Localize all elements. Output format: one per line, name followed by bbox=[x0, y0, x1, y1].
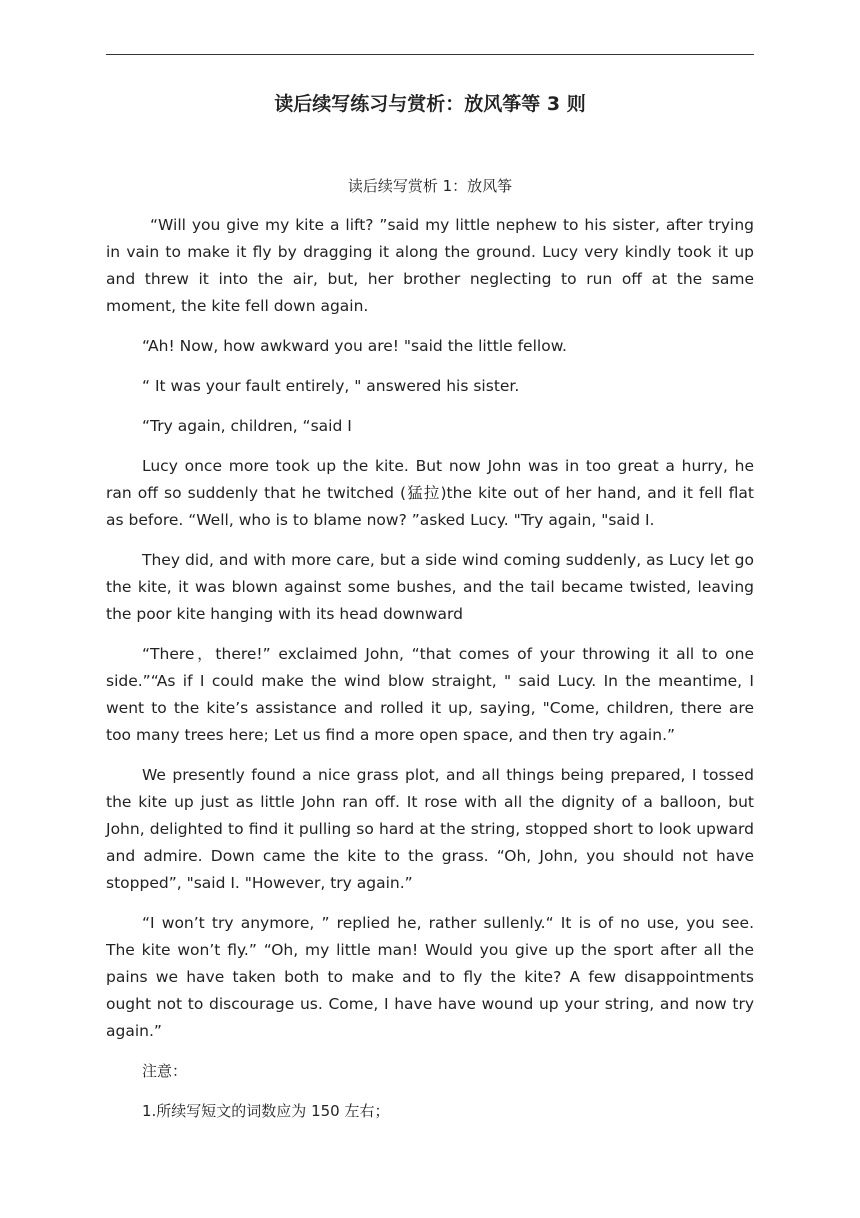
paragraph-8: We presently found a nice grass plot, and all things being prepared, I tossed the kite up just as little John ran off. It rose with all the dignity of a balloon, but John, delighted to find it pulling so hard at the string, stopped short to look upward and admire. Down came the kite to the grass. “Oh, John, you should not have stopped”, "said I. "However, try again.” bbox=[106, 766, 754, 892]
header-rule bbox=[106, 54, 754, 55]
section-title: 读后续写赏析 1：放风筝 bbox=[347, 177, 513, 195]
paragraph-3: “ It was your fault entirely, " answered his sister. bbox=[142, 377, 520, 395]
page-title: 读后续写练习与赏析：放风筝等 3 则 bbox=[274, 93, 586, 115]
paragraph-6: They did, and with more care, but a side wind coming suddenly, as Lucy let go the kite, it was blown against some bushes, and the tail became twisted, leaving the poor kite hanging with its head downward bbox=[106, 551, 754, 623]
note-item-1: 1.所续写短文的词数应为 150 左右； bbox=[142, 1102, 390, 1120]
paragraph-7: “There，there!” exclaimed John, “that comes of your throwing it all to one side.”“As if I could make the wind blow straight, " said Lucy. In the meantime, I went to the kite’s assistance and rolled it up, saying, "Come, children, there are too many trees here; Let us find a more open space, and then try again.” bbox=[106, 645, 754, 744]
paragraph-9: “I won’t try anymore, ” replied he, rather sullenly.“ It is of no use, you see. The kite won’t fly.” “Oh, my little man! Would you give up the sport after all the pains we have taken both to make and to fly the kite? A few disappointments ought not to discourage us. Come, I have have wound up your string, and now try again.” bbox=[106, 914, 754, 1040]
paragraph-2: “Ah! Now, how awkward you are! "said the little fellow. bbox=[142, 337, 567, 355]
paragraph-4: “Try again, children, “said I bbox=[142, 417, 352, 435]
paragraph-5: Lucy once more took up the kite. But now John was in too great a hurry, he ran off so suddenly that he twitched (猛拉)the kite out of her hand, and it fell flat as before. “Well, who is to blame now? ”asked Lucy. "Try again, "said I. bbox=[106, 457, 754, 529]
paragraph-1: “Will you give my kite a lift? ”said my little nephew to his sister, after trying in vain to make it fly by dragging it along the ground. Lucy very kindly took it up and threw it into the air, but, her brother neglecting to run off at the same moment, the kite fell down again. bbox=[106, 216, 754, 315]
document-body bbox=[106, 212, 754, 1138]
note-label: 注意： bbox=[142, 1062, 188, 1080]
